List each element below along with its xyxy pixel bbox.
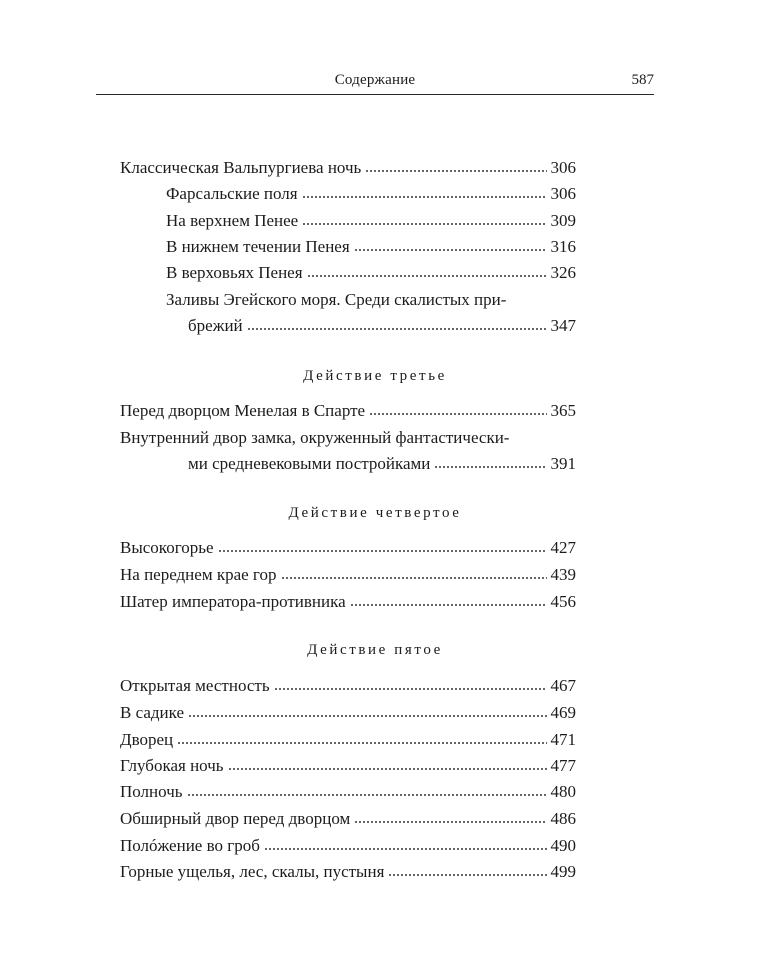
toc-entry-title: Классическая Вальпургиева ночь [120, 158, 362, 177]
toc-entry-page: 427 [550, 538, 576, 557]
toc-entry-title: Глубокая ночь [120, 756, 224, 775]
page-number: 587 [631, 72, 654, 88]
toc-entry-title: В нижнем течении Пенея [166, 237, 350, 256]
dot-leader [228, 766, 547, 772]
toc-entry-title: Открытая местность [120, 676, 270, 695]
toc-entry-page: 490 [550, 836, 576, 855]
toc-entry-page: 391 [550, 454, 576, 473]
dot-leader [354, 819, 546, 825]
dot-leader [302, 194, 547, 200]
toc-entry-title: В садике [120, 703, 185, 722]
dot-leader [307, 273, 547, 279]
section-heading-act5: Действие пятое [307, 642, 443, 658]
dot-leader [188, 713, 546, 719]
dot-leader [388, 872, 546, 878]
toc-entry-page: 471 [550, 730, 576, 749]
toc-entry-page: 306 [550, 158, 576, 177]
toc-entry-upper-peneios[interactable] [166, 208, 576, 234]
dot-leader [264, 846, 547, 852]
toc-entry-page: 499 [550, 862, 576, 881]
toc-entry-castle-courtyard-line1[interactable]: Внутренний двор замка, окруженный фантастически- [120, 428, 510, 447]
toc-entry-palace-court[interactable] [120, 806, 576, 832]
toc-entry-page: 316 [550, 237, 576, 256]
toc-entry-page: 469 [550, 703, 576, 722]
toc-entry-page: 365 [550, 401, 576, 420]
toc-entry-page: 439 [550, 565, 576, 584]
toc-entry-aegean[interactable] [188, 313, 576, 339]
section-heading-act4: Действие четвертое [288, 505, 462, 521]
toc-entry-title: На переднем крае гор [120, 565, 277, 584]
toc-entry-rival-emperor-tent[interactable] [120, 589, 576, 615]
toc-entry-title: Высокогорье [120, 538, 214, 557]
dot-leader [350, 602, 547, 608]
toc-entry-page: 309 [550, 211, 576, 230]
toc-entry-walpurgis[interactable] [120, 155, 576, 181]
toc-entry-title: Перед дворцом Менелая в Спарте [120, 401, 366, 420]
dot-leader [274, 686, 547, 692]
toc-entry-page: 486 [550, 809, 576, 828]
running-title: Содержание [334, 72, 416, 88]
toc-entry-title: На верхнем Пенее [166, 211, 299, 230]
toc-entry-mountain-gorges[interactable] [120, 859, 576, 885]
toc-entry-page: 306 [550, 184, 576, 203]
toc-entry-midnight[interactable] [120, 779, 576, 805]
toc-entry-castle-courtyard[interactable] [188, 451, 576, 477]
toc-entry-title: Шатер императора-противника [120, 592, 346, 611]
dot-leader [354, 247, 547, 253]
section-heading-act3: Действие третье [303, 368, 447, 384]
toc-entry-page: 467 [550, 676, 576, 695]
toc-entry-page: 456 [550, 592, 576, 611]
toc-entry-page: 347 [550, 316, 576, 335]
toc-entry-title: В верховьях Пенея [166, 263, 303, 282]
toc-entry-aegean-line1[interactable]: Заливы Эгейского моря. Среди скалистых при- [166, 290, 507, 309]
toc-entry-title: брежий [188, 316, 243, 335]
toc-entry-entombment[interactable] [120, 833, 576, 859]
dot-leader [187, 792, 547, 798]
toc-entry-deep-night[interactable] [120, 753, 576, 779]
dot-leader [247, 326, 547, 332]
dot-leader [218, 548, 547, 554]
toc-entry-highlands[interactable] [120, 535, 576, 561]
toc-entry-title: Обширный двор перед дворцом [120, 809, 351, 828]
toc-entry-page: 477 [550, 756, 576, 775]
running-head [96, 70, 654, 95]
dot-leader [365, 168, 546, 174]
toc-entry-title: Дворец [120, 730, 174, 749]
toc-entry-title: Фарсальские поля [166, 184, 298, 203]
toc-entry-mountain-edge[interactable] [120, 562, 576, 588]
toc-entry-peneios-headwaters[interactable] [166, 260, 576, 286]
toc-entry-menelaus-palace[interactable] [120, 398, 576, 424]
dot-leader [369, 411, 546, 417]
toc-entry-title: Горные ущелья, лес, скалы, пустыня [120, 862, 385, 881]
toc-entry-garden[interactable] [120, 700, 576, 726]
toc-entry-title: ми средневековыми постройками [188, 454, 431, 473]
dot-leader [302, 221, 546, 227]
toc-entry-page: 326 [550, 263, 576, 282]
dot-leader [177, 740, 546, 746]
toc-entry-open-country[interactable] [120, 673, 576, 699]
toc-entry-pharsalus[interactable] [166, 181, 576, 207]
toc-entry-palace[interactable] [120, 727, 576, 753]
dot-leader [281, 575, 547, 581]
toc-entry-title: Полóжение во гроб [120, 836, 260, 855]
toc-entry-page: 480 [550, 782, 576, 801]
dot-leader [434, 464, 546, 470]
toc-entry-lower-peneios[interactable] [166, 234, 576, 260]
toc-entry-title: Полночь [120, 782, 183, 801]
